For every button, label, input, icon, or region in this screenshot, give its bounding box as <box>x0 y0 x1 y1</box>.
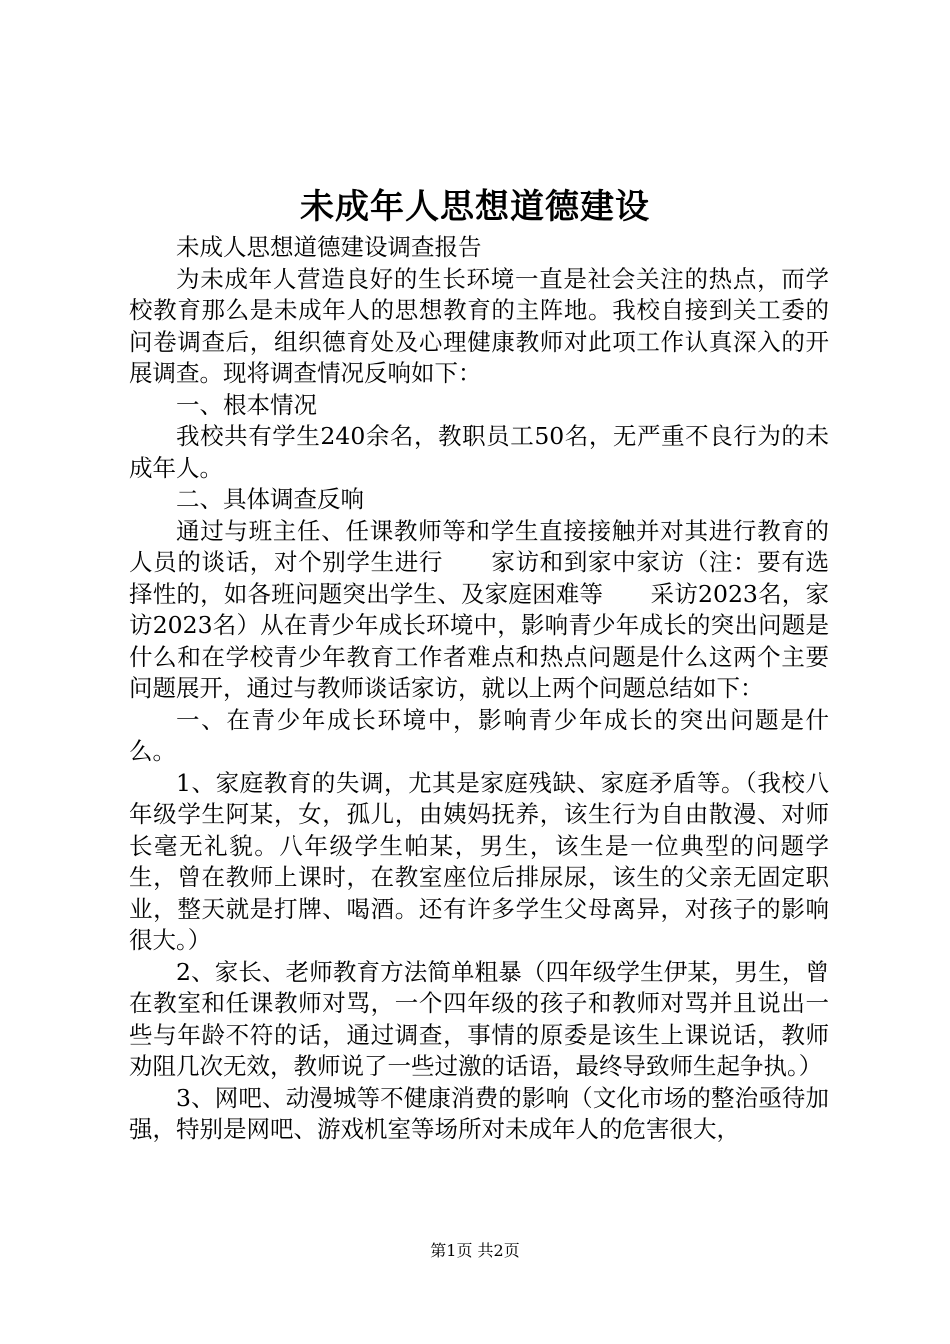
paragraph-item-1: 1、家庭教育的失调，尤其是家庭残缺、家庭矛盾等。（我校八年级学生阿某，女，孤儿，由姨妈抚养，该生行为自由散漫、对师长毫无礼貌。八年级学生帕某，男生，该生是一位典型的问题学生，曾在教师上课时，在教室座位后排尿尿，该生的父亲无固定职业，整天就是打牌、喝酒。还有许多学生父母离异，对孩子的影响很大。） <box>129 768 829 954</box>
subheading-problems: 一、在青少年成长环境中，影响青少年成长的突出问题是什么。 <box>129 705 829 765</box>
paragraph-intro: 为未成年人营造良好的生长环境一直是社会关注的热点，而学校教育那么是未成年人的思想教育的主阵地。我校自接到关工委的问卷调查后，组织德育处及心理健康教师对此项工作认真深入的开展调查。现将调查情况反响如下： <box>129 264 829 387</box>
paragraph-item-3: 3、网吧、动漫城等不健康消费的影响（文化市场的整治亟待加强，特别是网吧、游戏机室等场所对未成年人的危害很大， <box>129 1083 829 1143</box>
paragraph-report-title: 未成人思想道德建设调查报告 <box>176 233 482 261</box>
document-title: 未成年人思想道德建设 <box>300 187 650 227</box>
section-heading-survey: 二、具体调查反响 <box>176 485 364 513</box>
paragraph-item-2: 2、家长、老师教育方法简单粗暴（四年级学生伊某，男生，曾在教室和任课教师对骂，一个四年级的孩子和教师对骂并且说出一些与年龄不符的话，通过调查，事情的原委是该生上课说话，教师劝阻几次无效，教师说了一些过激的话语，最终导致师生起争执。） <box>129 957 829 1080</box>
paragraph-survey-method: 通过与班主任、任课教师等和学生直接接触并对其进行教育的人员的谈话，对个别学生进行 家访和到家中家访（注：要有选择性的，如各班问题突出学生、及家庭困难等 采访2023名，家访2023名）从在青少年成长环境中，影响青少年成长的突出问题是什么和在学校青少年教育工作者难点和热点问题是什么这两个主要问题展开，通过与教师谈话家访，就以上两个问题总结如下： <box>129 516 829 702</box>
document-body <box>129 232 829 1146</box>
page-number-footer: 第1页 共2页 <box>430 1241 520 1260</box>
paragraph-basic-info: 我校共有学生240余名，教职员工50名，无严重不良行为的未成年人。 <box>129 422 829 482</box>
section-heading-basic: 一、根本情况 <box>176 390 317 419</box>
